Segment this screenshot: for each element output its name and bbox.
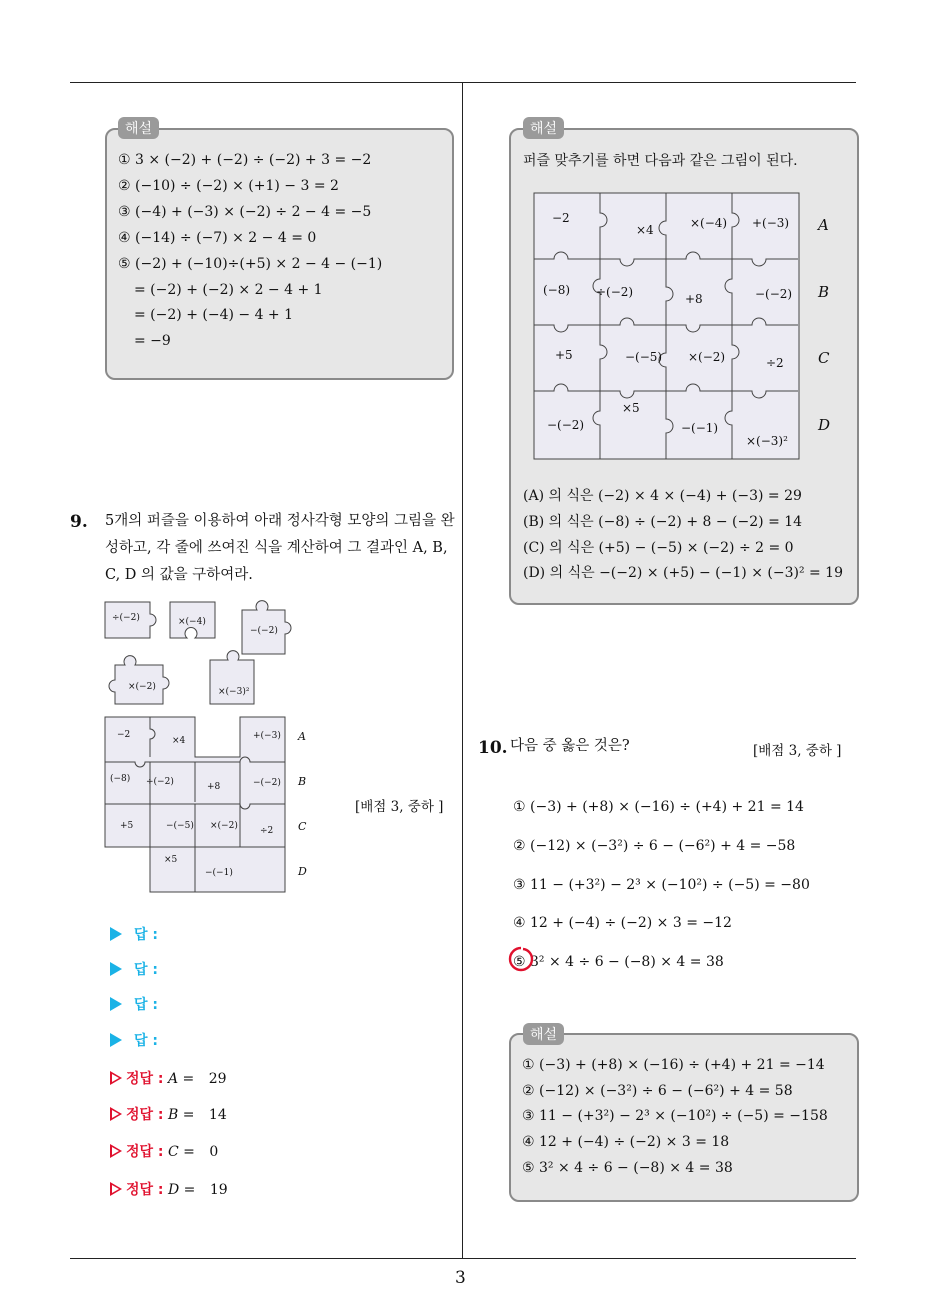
solution-line: ⑤ (−2) + (−10)÷(+5) × 2 − 4 − (−1) — [118, 256, 383, 272]
puzzle-label: +8 — [685, 292, 703, 306]
correct-answer: 정답 : C = 0 — [110, 1141, 218, 1161]
play-icon — [110, 997, 122, 1011]
puzzle-label: +5 — [555, 348, 573, 362]
piece-label: ×(−2) — [128, 682, 156, 692]
row-label: D — [298, 865, 307, 878]
row-label: B — [818, 283, 830, 301]
solution-line: (D) 의 식은 −(−2) × (+5) − (−1) × (−3)² = 19 — [523, 565, 843, 581]
outline-triangle-icon — [110, 1182, 122, 1196]
correct-answer: 정답 : B = 14 — [110, 1104, 227, 1124]
puzzle-label: ×(−3)² — [746, 434, 788, 448]
row-label: C — [298, 820, 307, 833]
piece-label: ×(−3)² — [218, 687, 250, 697]
solution-line: (C) 의 식은 (+5) − (−5) × (−2) ÷ 2 = 0 — [523, 540, 794, 556]
puzzle-pieces — [100, 590, 310, 715]
option-4[interactable]: ④ 12 + (−4) ÷ (−2) × 3 = −12 — [513, 915, 732, 931]
piece-label: −(−2) — [250, 626, 278, 636]
board-label: +(−3) — [253, 731, 281, 741]
puzzle-label: ×(−4) — [690, 216, 728, 230]
solution-line: = −9 — [134, 333, 171, 349]
bottom-rule — [70, 1258, 856, 1259]
solution-line: ① (−3) + (+8) × (−16) ÷ (+4) + 21 = −14 — [522, 1057, 825, 1073]
score-tag: [배점 3, 중하 ] — [753, 743, 842, 759]
puzzle-label: +(−3) — [752, 216, 790, 230]
play-icon — [110, 1033, 122, 1047]
row-label: A — [298, 730, 306, 743]
board-label: ÷2 — [260, 826, 274, 836]
answer-line[interactable]: 답 : — [110, 994, 158, 1014]
solution-line: (A) 의 식은 (−2) × 4 × (−4) + (−3) = 29 — [523, 488, 802, 504]
solution-line: ④ (−14) ÷ (−7) × 2 − 4 = 0 — [118, 230, 317, 246]
row-label: D — [818, 416, 831, 434]
piece-label: ×(−4) — [178, 617, 206, 627]
solution-tag: 해설 — [523, 1023, 564, 1045]
answer-line[interactable]: 답 : — [110, 1030, 158, 1050]
option-5[interactable]: ⑤ 3² × 4 ÷ 6 − (−8) × 4 = 38 — [513, 954, 724, 970]
puzzle-label: ×(−2) — [688, 350, 726, 364]
answer-line[interactable]: 답 : — [110, 959, 158, 979]
solution-intro: 퍼즐 맞추기를 하면 다음과 같은 그림이 된다. — [523, 153, 798, 169]
answer-line[interactable]: 답 : — [110, 924, 158, 944]
puzzle-label: ÷(−2) — [596, 285, 634, 299]
board-label: −(−2) — [253, 778, 281, 788]
solution-line: ③ 11 − (+3²) − 2³ × (−10²) ÷ (−5) = −158 — [522, 1108, 828, 1124]
score-tag: [배점 3, 중하 ] — [355, 799, 444, 815]
correct-answer: 정답 : A = 29 — [110, 1068, 227, 1088]
row-label: B — [298, 775, 307, 788]
solution-line: ① 3 × (−2) + (−2) ÷ (−2) + 3 = −2 — [118, 152, 372, 168]
solution-line: = (−2) + (−2) × 2 − 4 + 1 — [134, 282, 323, 298]
outline-triangle-icon — [110, 1107, 122, 1121]
puzzle-label: ×4 — [636, 223, 654, 237]
board-label: +5 — [120, 821, 134, 831]
column-divider — [462, 83, 463, 1259]
solution-line: ② (−12) × (−3²) ÷ 6 − (−6²) + 4 = 58 — [522, 1083, 793, 1099]
puzzle-label: −(−5) — [625, 350, 663, 364]
option-1[interactable]: ① (−3) + (+8) × (−16) ÷ (+4) + 21 = 14 — [513, 799, 804, 815]
solution-line: = (−2) + (−4) − 4 + 1 — [134, 307, 294, 323]
board-label: ×(−2) — [210, 821, 238, 831]
outline-triangle-icon — [110, 1071, 122, 1085]
board-label: ÷(−2) — [146, 777, 174, 787]
correct-answer: 정답 : D = 19 — [110, 1179, 228, 1199]
board-label: (−8) — [110, 774, 131, 784]
top-rule — [70, 82, 856, 83]
puzzle-label: −2 — [552, 211, 570, 225]
board-label: −2 — [117, 730, 131, 740]
solution-line: ⑤ 3² × 4 ÷ 6 − (−8) × 4 = 38 — [522, 1160, 733, 1176]
option-3[interactable]: ③ 11 − (+3²) − 2³ × (−10²) ÷ (−5) = −80 — [513, 877, 810, 893]
solution-tag: 해설 — [118, 117, 159, 139]
solution-tag: 해설 — [523, 117, 564, 139]
puzzle-label: ÷2 — [766, 356, 784, 370]
solution-line: ④ 12 + (−4) ÷ (−2) × 3 = 18 — [522, 1134, 730, 1150]
board-label: −(−1) — [205, 868, 233, 878]
selected-circle-icon — [505, 944, 537, 976]
solution-line: (B) 의 식은 (−8) ÷ (−2) + 8 − (−2) = 14 — [523, 514, 803, 530]
page-number: 3 — [455, 1268, 466, 1288]
piece-label: ÷(−2) — [112, 613, 140, 623]
board-label: ×5 — [164, 855, 178, 865]
play-icon — [110, 927, 122, 941]
question-text: 5개의 퍼즐을 이용하여 아래 정사각형 모양의 그림을 완성하고, 각 줄에 쓰여진 식을 계산하여 그 결과인 A, B, C, D 의 값을 구하여라. — [105, 513, 455, 583]
board-label: ×4 — [172, 736, 186, 746]
puzzle-label: (−8) — [543, 283, 571, 297]
row-label: C — [818, 349, 830, 367]
option-2[interactable]: ② (−12) × (−3²) ÷ 6 − (−6²) + 4 = −58 — [513, 838, 796, 854]
solution-line: ③ (−4) + (−3) × (−2) ÷ 2 − 4 = −5 — [118, 204, 372, 220]
solution-line: ② (−10) ÷ (−2) × (+1) − 3 = 2 — [118, 178, 339, 194]
board-label: +8 — [207, 782, 221, 792]
question-number: 10. — [478, 738, 508, 758]
puzzle-label: −(−1) — [681, 421, 719, 435]
question-text: 다음 중 옳은 것은? — [510, 738, 630, 754]
outline-triangle-icon — [110, 1144, 122, 1158]
board-label: −(−5) — [166, 821, 194, 831]
puzzle-label: ×5 — [622, 401, 640, 415]
question-number: 9. — [70, 512, 88, 532]
play-icon — [110, 962, 122, 976]
piece-4 — [109, 656, 169, 704]
puzzle-label: −(−2) — [547, 418, 585, 432]
puzzle-label: −(−2) — [755, 287, 793, 301]
row-label: A — [818, 216, 829, 234]
